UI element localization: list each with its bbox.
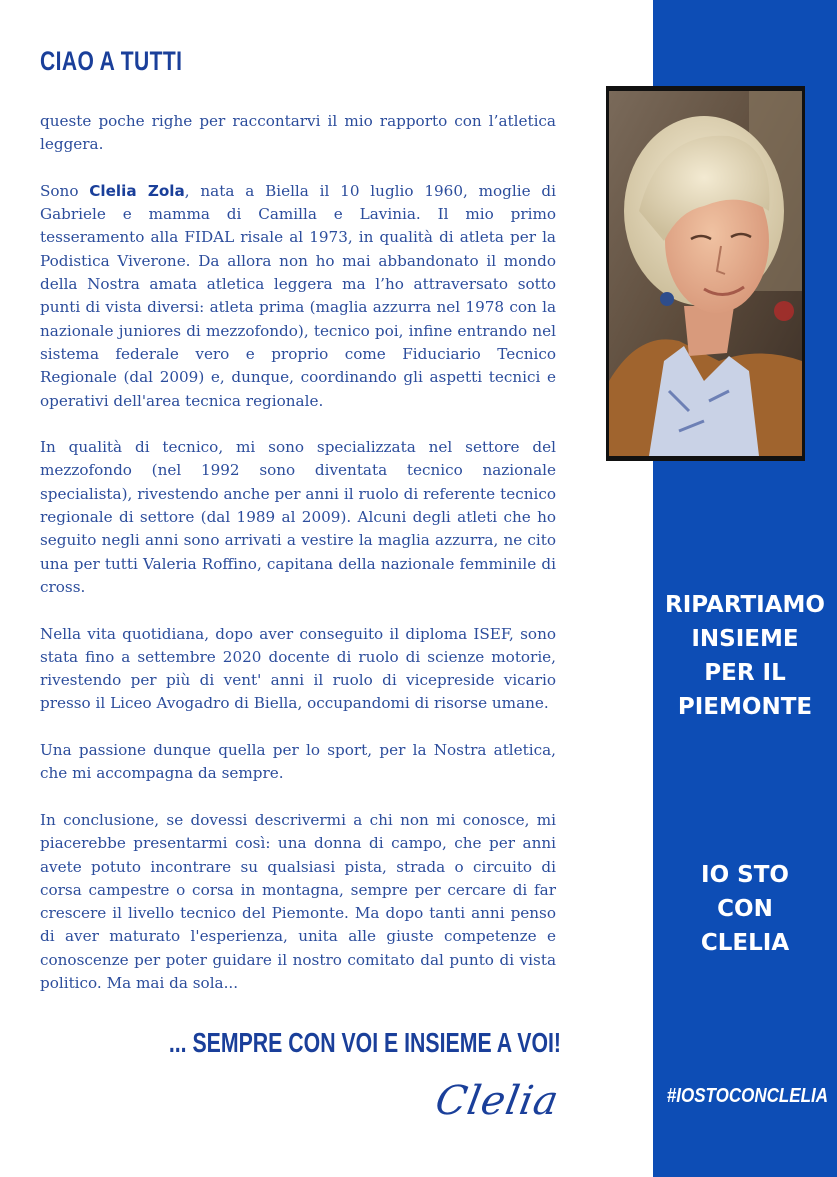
slogan-line: INSIEME [691, 626, 799, 652]
portrait-frame [606, 86, 805, 461]
slogan-line: IO STO [701, 862, 789, 888]
paragraph-intro: queste poche righe per raccontarvi il mio rapporto con l’atletica leggera. [40, 112, 556, 154]
paragraph-work: Nella vita quotidiana, dopo aver conseguito il diploma ISEF, sono stata fino a settembre 2020 docente di ruolo di scienze motorie, rivestendo per più di vent' anni il ruolo di vicepreside vicario presso il Liceo Avogadro di Biella, occupandomi di risorse umane. [40, 624, 556, 713]
slogan-line: RIPARTIAMO [665, 592, 825, 618]
hashtag: #IOSTOCONCLELIA [666, 1085, 829, 1107]
paragraph-conclusion: In conclusione, se dovessi descrivermi a chi non mi conosce, mi piacerebbe presentarmi così: una donna di campo, che per anni avete potuto incontrare su qualsiasi pista, strada o circuito di corsa campestre o corsa in montagna, sempre per cercare di far crescere il livello tecnico del Piemonte. Ma dopo tanti anni penso di aver maturato l'esperienza, unita alle giuste competenze e conoscenze per poter guidare il nostro comitato dal punto di vista politico. Ma mai da sola... [40, 810, 556, 992]
paragraph-coaching: In qualità di tecnico, mi sono specializzata nel settore del mezzofondo (nel 1992 sono diventata tecnico nazionale specialista), rivestendo anche per anni il ruolo di referente tecnico regionale di settore (dal 1989 al 2009). Alcuni degli atleti che ho seguito negli anni sono arrivati a vestire la maglia azzurra, ne cito una per tutti Valeria Roffino, capitana della nazionale femminile di cross. [40, 438, 556, 596]
closing-line: ... SEMPRE CON VOI E INSIEME A VOI! [168, 1027, 561, 1058]
signature: Clelia [432, 1078, 564, 1124]
portrait-photo [609, 91, 802, 456]
paragraph-passion: Una passione dunque quella per lo sport, per la Nostra atletica, che mi accompagna da sempre. [40, 741, 556, 783]
author-name: Clelia Zola [89, 181, 185, 200]
slogan-ripartiamo [653, 588, 837, 724]
slogan-line: PER IL [704, 660, 786, 686]
slogan-line: CON [717, 896, 773, 922]
paragraph-bio-lead: Sono [40, 181, 90, 200]
letter-body [40, 110, 556, 1019]
slogan-line: CLELIA [700, 930, 790, 956]
paragraph-bio [40, 180, 556, 413]
slogan-io-sto-con-clelia [653, 858, 837, 960]
page-title: CIAO A TUTTI [40, 46, 183, 76]
slogan-line: PIEMONTE [677, 694, 813, 720]
paragraph-bio-rest: , nata a Biella il 10 luglio 1960, moglie di Gabriele e mamma di Camilla e Lavinia. Il mio primo tesseramento alla FIDAL risale al 1973, in qualità di atleta per la Podistica Viverone. Da allora non ho mai abbandonato il mondo della Nostra amata atletica leggera ma l’ho attraversato sotto punti di vista diversi: atleta prima (maglia azzurra nel 1978 con la nazionale juniores di mezzofondo), tecnico poi, infine entrando nel sistema federale vero e proprio come Fiduciario Tecnico Regionale (dal 2009) e, dunque, coordinando gli aspetti tecnici e operativi dell'area tecnica regionale. [40, 181, 556, 410]
